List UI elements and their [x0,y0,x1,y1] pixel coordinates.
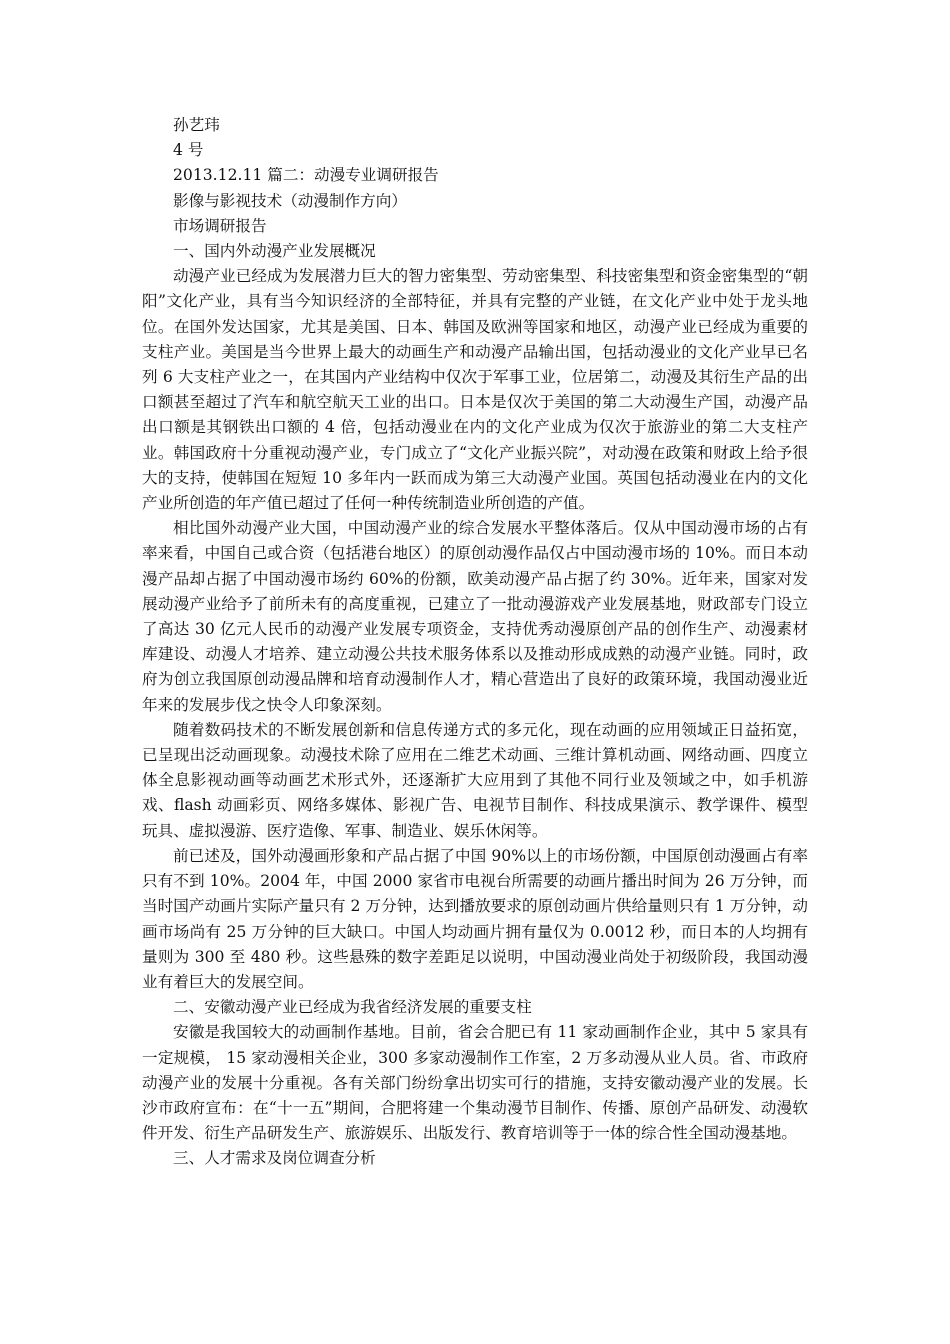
section-heading-1: 一、国内外动漫产业发展概况 [173,242,376,261]
author-name: 孙艺玮 [173,116,220,134]
body-paragraph-1: 动漫产业已经成为发展潜力巨大的智力密集型、劳动密集型、科技密集型和资金密集型的“朝阳”文化产业，具有当今知识经济的全部特征，并具有完整的产业链，在文化产业中处于龙头地位。在国外发达国家，尤其是美国、日本、韩国及欧洲等国家和地区，动漫产业已经成为重要的支柱产业。美国是当今世界上最大的动画生产和动漫产品输出国，包括动漫业的文化产业早已名列 6 大支柱产业之一，在其国内产业结构中仅次于军事工业，位居第二，动漫及其衍生产品的出口额甚至超过了汽车和航空航天工业的出口。日本是仅次于美国的第二大动漫生产国，动漫产品出口额是其钢铁出口额的 4 倍，包括动漫业在内的文化产业成为仅次于旅游业的第二大支柱产业。韩国政府十分重视动漫产业，专门成立了“文化产业振兴院”，对动漫在政策和财政上给予很大的支持，使韩国在短短 10 多年内一跃而成为第三大动漫产业国。英国包括动漫业在内的文化产业所创造的年产值已超过了任何一种传统制造业所创造的产值。 [142,267,808,513]
document-page [142,113,808,1172]
body-paragraph-2: 相比国外动漫产业大国，中国动漫产业的综合发展水平整体落后。仅从中国动漫市场的占有率来看，中国自己或合资（包括港台地区）的原创动漫作品仅占中国动漫市场的 10%。而日本动漫产品却占据了中国动漫市场约 60%的份额，欧美动漫产品占据了约 30%。近年来，国家对发展动漫产业给予了前所未有的高度重视，已建立了一批动漫游戏产业发展基地，财政部专门设立了高达 30 亿元人民币的动漫产业发展专项资金，支持优秀动漫原创产品的创作生产、动漫素材库建设、动漫人才培养、建立动漫公共技术服务体系以及推动形成成熟的动漫产业链。同时，政府为创立我国原创动漫品牌和培育动漫制作人才，精心营造出了良好的政策环境，我国动漫业近年来的发展步伐之快令人印象深刻。 [142,519,808,714]
report-title: 市场调研报告 [173,216,267,235]
body-paragraph-3: 随着数码技术的不断发展创新和信息传递方式的多元化，现在动画的应用领域正日益拓宽，已呈现出泛动画现象。动漫技术除了应用在二维艺术动画、三维计算机动画、网络动画、四度立体全息影视动画等动画艺术形式外，还逐渐扩大应用到了其他不同行业及领域之中，如手机游戏、flash 动画彩页、网络多媒体、影视广告、电视节目制作、科技成果演示、教学课件、模型玩具、虚拟漫游、医疗造像、军事、制造业、娱乐休闲等。 [142,720,808,840]
section-heading-3: 三、人才需求及岗位调查分析 [173,1149,376,1168]
student-number: 4 号 [173,141,204,160]
section-heading-2: 二、安徽动漫产业已经成为我省经济发展的重要支柱 [173,998,532,1017]
body-paragraph-4: 前已述及，国外动漫画形象和产品占据了中国 90%以上的市场份额，中国原创动漫画占有率只有不到 10%。2004 年，中国 2000 家省市电视台所需要的动画片播出时间为 26 万分钟，而当时国产动画片实际产量只有 2 万分钟，达到播放要求的原创动画片供给量则只有 1 万分钟，动画市场尚有 25 万分钟的巨大缺口。中国人均动画片拥有量仅为 0.0012 秒，而日本的人均拥有量则为 300 至 480 秒。这些悬殊的数字差距足以说明，中国动漫业尚处于初级阶段，我国动漫业有着巨大的发展空间。 [142,846,808,991]
major-title: 影像与影视技术（动漫制作方向） [173,191,407,210]
date-and-title: 2013.12.11 篇二：动漫专业调研报告 [173,166,439,185]
body-paragraph-anhui: 安徽是我国较大的动画制作基地。目前，省会合肥已有 11 家动画制作企业，其中 5 家具有一定规模， 15 家动漫相关企业，300 多家动漫制作工作室，2 万多动漫从业人员。省、市政府动漫产业的发展十分重视。各有关部门纷纷拿出切实可行的措施，支持安徽动漫产业的发展。长沙市政府宣布：在“十一五”期间，合肥将建一个集动漫节目制作、传播、原创产品研发、动漫软件开发、衍生产品研发生产、旅游娱乐、出版发行、教育培训等于一体的综合性全国动漫基地。 [142,1023,808,1143]
